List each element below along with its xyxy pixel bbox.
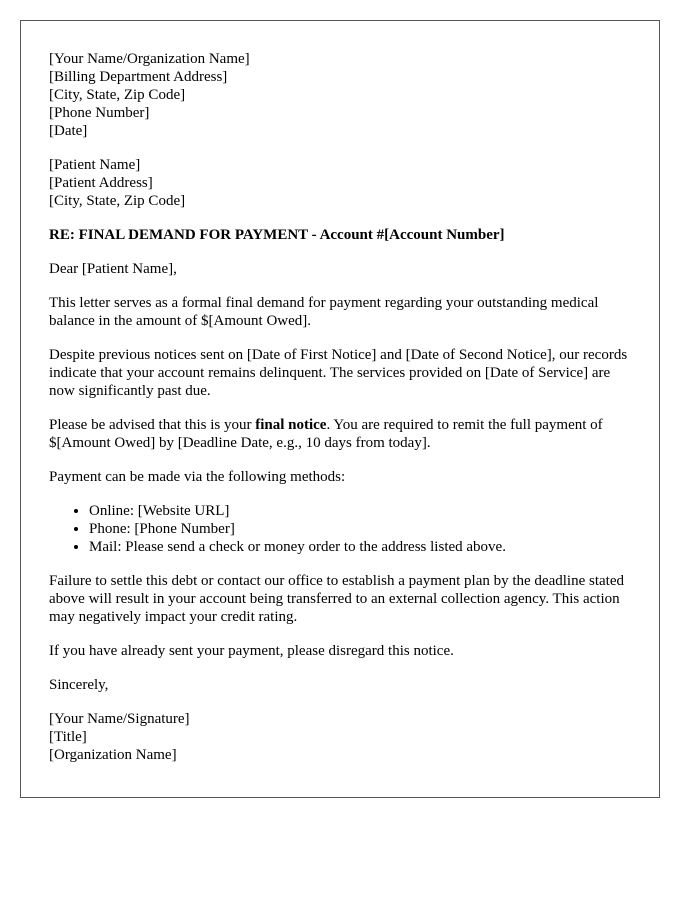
closing: Sincerely, (49, 677, 109, 693)
subject-line: RE: FINAL DEMAND FOR PAYMENT - Account #[Account Number] (49, 227, 505, 243)
sender-name: [Your Name/Organization Name] (49, 51, 250, 67)
letter-date: [Date] (49, 123, 88, 139)
final-notice-emphasis: final notice (255, 417, 327, 433)
signature-block (49, 710, 631, 764)
signature-organization: [Organization Name] (49, 747, 177, 763)
letter-page (20, 20, 660, 798)
recipient-address: [Patient Address] (49, 175, 153, 191)
paragraph-final-notice (49, 416, 631, 452)
recipient-block (49, 156, 631, 210)
recipient-name: [Patient Name] (49, 157, 141, 173)
sender-block (49, 50, 631, 140)
final-notice-text-after: . You are required to remit the full payment of $[Amount Owed] by [Deadline Date, e.g., 10 days from today]. (49, 417, 603, 451)
payment-method-mail: • Mail: Please send a check or money order to the address listed above. (89, 538, 631, 556)
sender-address: [Billing Department Address] (49, 69, 228, 85)
paragraph-consequences: Failure to settle this debt or contact our office to establish a payment plan by the deadline stated above will result in your account being transferred to an external collection agency. This action may negatively impact your credit rating. (49, 573, 624, 625)
payment-method-online: • Online: [Website URL] (89, 502, 631, 520)
sender-phone: [Phone Number] (49, 105, 150, 121)
signature-name: [Your Name/Signature] (49, 711, 190, 727)
final-notice-text-before: Please be advised that this is your (49, 417, 256, 433)
payment-method-phone: • Phone: [Phone Number] (89, 520, 631, 538)
sender-city-state-zip: [City, State, Zip Code] (49, 87, 186, 103)
payment-methods-list (49, 502, 631, 556)
paragraph-balance: This letter serves as a formal final demand for payment regarding your outstanding medical balance in the amount of $[Amount Owed]. (49, 295, 599, 329)
signature-title: [Title] (49, 729, 87, 745)
paragraph-previous-notices: Despite previous notices sent on [Date of First Notice] and [Date of Second Notice], our records indicate that your account remains delinquent. The services provided on [Date of Service] are now significantly past due. (49, 347, 628, 399)
paragraph-disregard: If you have already sent your payment, please disregard this notice. (49, 643, 454, 659)
paragraph-payment-intro: Payment can be made via the following methods: (49, 469, 346, 485)
recipient-city-state-zip: [City, State, Zip Code] (49, 193, 186, 209)
salutation: Dear [Patient Name], (49, 261, 177, 277)
